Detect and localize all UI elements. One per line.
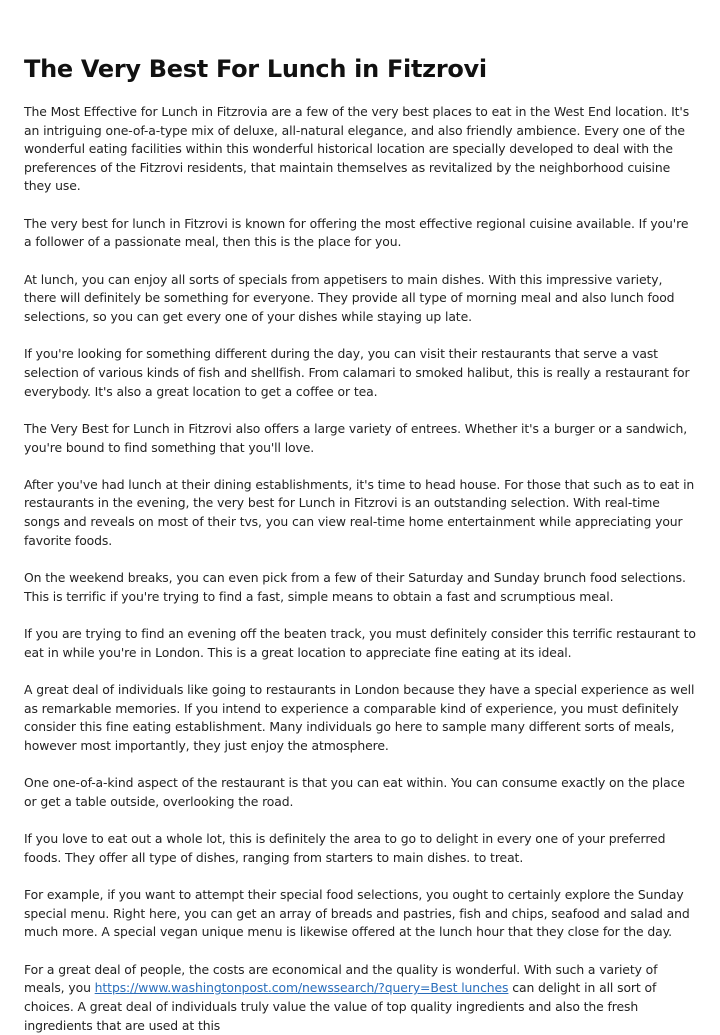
paragraph-6: After you've had lunch at their dining establishments, it's time to head house. For those that such as to eat in restaurants in the evening, the very best for Lunch in Fitzrovi is an outstanding selection. With real-time songs and reveals on most of their tvs, you can view real-time home entertainment while appreciating your favorite foods.	[24, 476, 695, 548]
paragraph-13-text-after-link: can delight in all sort of choices. A great deal of individuals truly value the value of top quality ingredients and also the fresh ingredients that are used at this	[24, 980, 657, 1033]
paragraph-4: If you're looking for something different during the day, you can visit their restaurants that serve a vast selection of various kinds of fish and shellfish. From calamari to smoked halibut, this is really a restaurant for everybody. It's also a great location to get a coffee or tea.	[24, 346, 690, 399]
article-body	[24, 103, 698, 1035]
paragraph-9: A great deal of individuals like going to restaurants in London because they have a special experience as well as remarkable memories. If you intend to experience a comparable kind of experience, you must definitely consider this fine eating establishment. Many individuals go here to sample many different sorts of meals, however most importantly, they just enjoy the atmosphere.	[24, 682, 695, 753]
paragraph-7: On the weekend breaks, you can even pick from a few of their Saturday and Sunday brunch food selections. This is terrific if you're trying to find a fast, simple means to obtain a fast and scrumptious meal.	[24, 570, 686, 604]
paragraph-5: The Very Best for Lunch in Fitzrovi also offers a large variety of entrees. Whether it's a burger or a sandwich, you're bound to find something that you'll love.	[24, 420, 688, 455]
paragraph-2: The very best for lunch in Fitzrovi is known for offering the most effective regional cuisine available. If you're a follower of a passionate meal, then this is the place for you.	[24, 215, 689, 250]
page-title: The Very Best For Lunch in Fitzrovi	[24, 55, 487, 83]
paragraph-11: If you love to eat out a whole lot, this is definitely the area to go to delight in every one of your preferred foods. They offer all type of dishes, ranging from starters to main dishes. to treat.	[24, 831, 666, 865]
paragraph-12: For example, if you want to attempt their special food selections, you ought to certainly explore the Sunday special menu. Right here, you can get an array of breads and pastries, fish and chips, seafood and salad and much more. A special vegan unique menu is likewise offered at the lunch hour that they close for the day.	[24, 887, 690, 940]
paragraph-8: If you are trying to find an evening off the beaten track, you must definitely consider this terrific restaurant to eat in while you're in London. This is a great location to appreciate fine eating at its ideal.	[24, 626, 696, 660]
washingtonpost-search-link[interactable]: https://www.washingtonpost.com/newssearch/?query=Best lunches	[94, 980, 509, 996]
paragraph-1: The Most Effective for Lunch in Fitzrovia are a few of the very best places to eat in the West End location. It's an intriguing one-of-a-type mix of deluxe, all-natural elegance, and also friendly ambience. Every one of the wonderful eating facilities within this wonderful historical location are specially developed to deal with the preferences of the Fitzrovi residents, that maintain themselves as revitalized by the neighborhood cuisine they use.	[24, 104, 690, 194]
article	[24, 0, 698, 1035]
paragraph-13-text-before-link: For a great deal of people, the costs are economical and the quality is wonderful. With such a variety of meals, you	[24, 961, 658, 996]
paragraph-13	[24, 961, 698, 1035]
paragraph-10: One one-of-a-kind aspect of the restaurant is that you can eat within. You can consume exactly on the place or get a table outside, overlooking the road.	[24, 775, 685, 809]
paragraph-3: At lunch, you can enjoy all sorts of specials from appetisers to main dishes. With this impressive variety, there will definitely be something for everyone. They provide all type of morning meal and also lunch food selections, so you can get every one of your dishes while staying up late.	[24, 271, 675, 324]
